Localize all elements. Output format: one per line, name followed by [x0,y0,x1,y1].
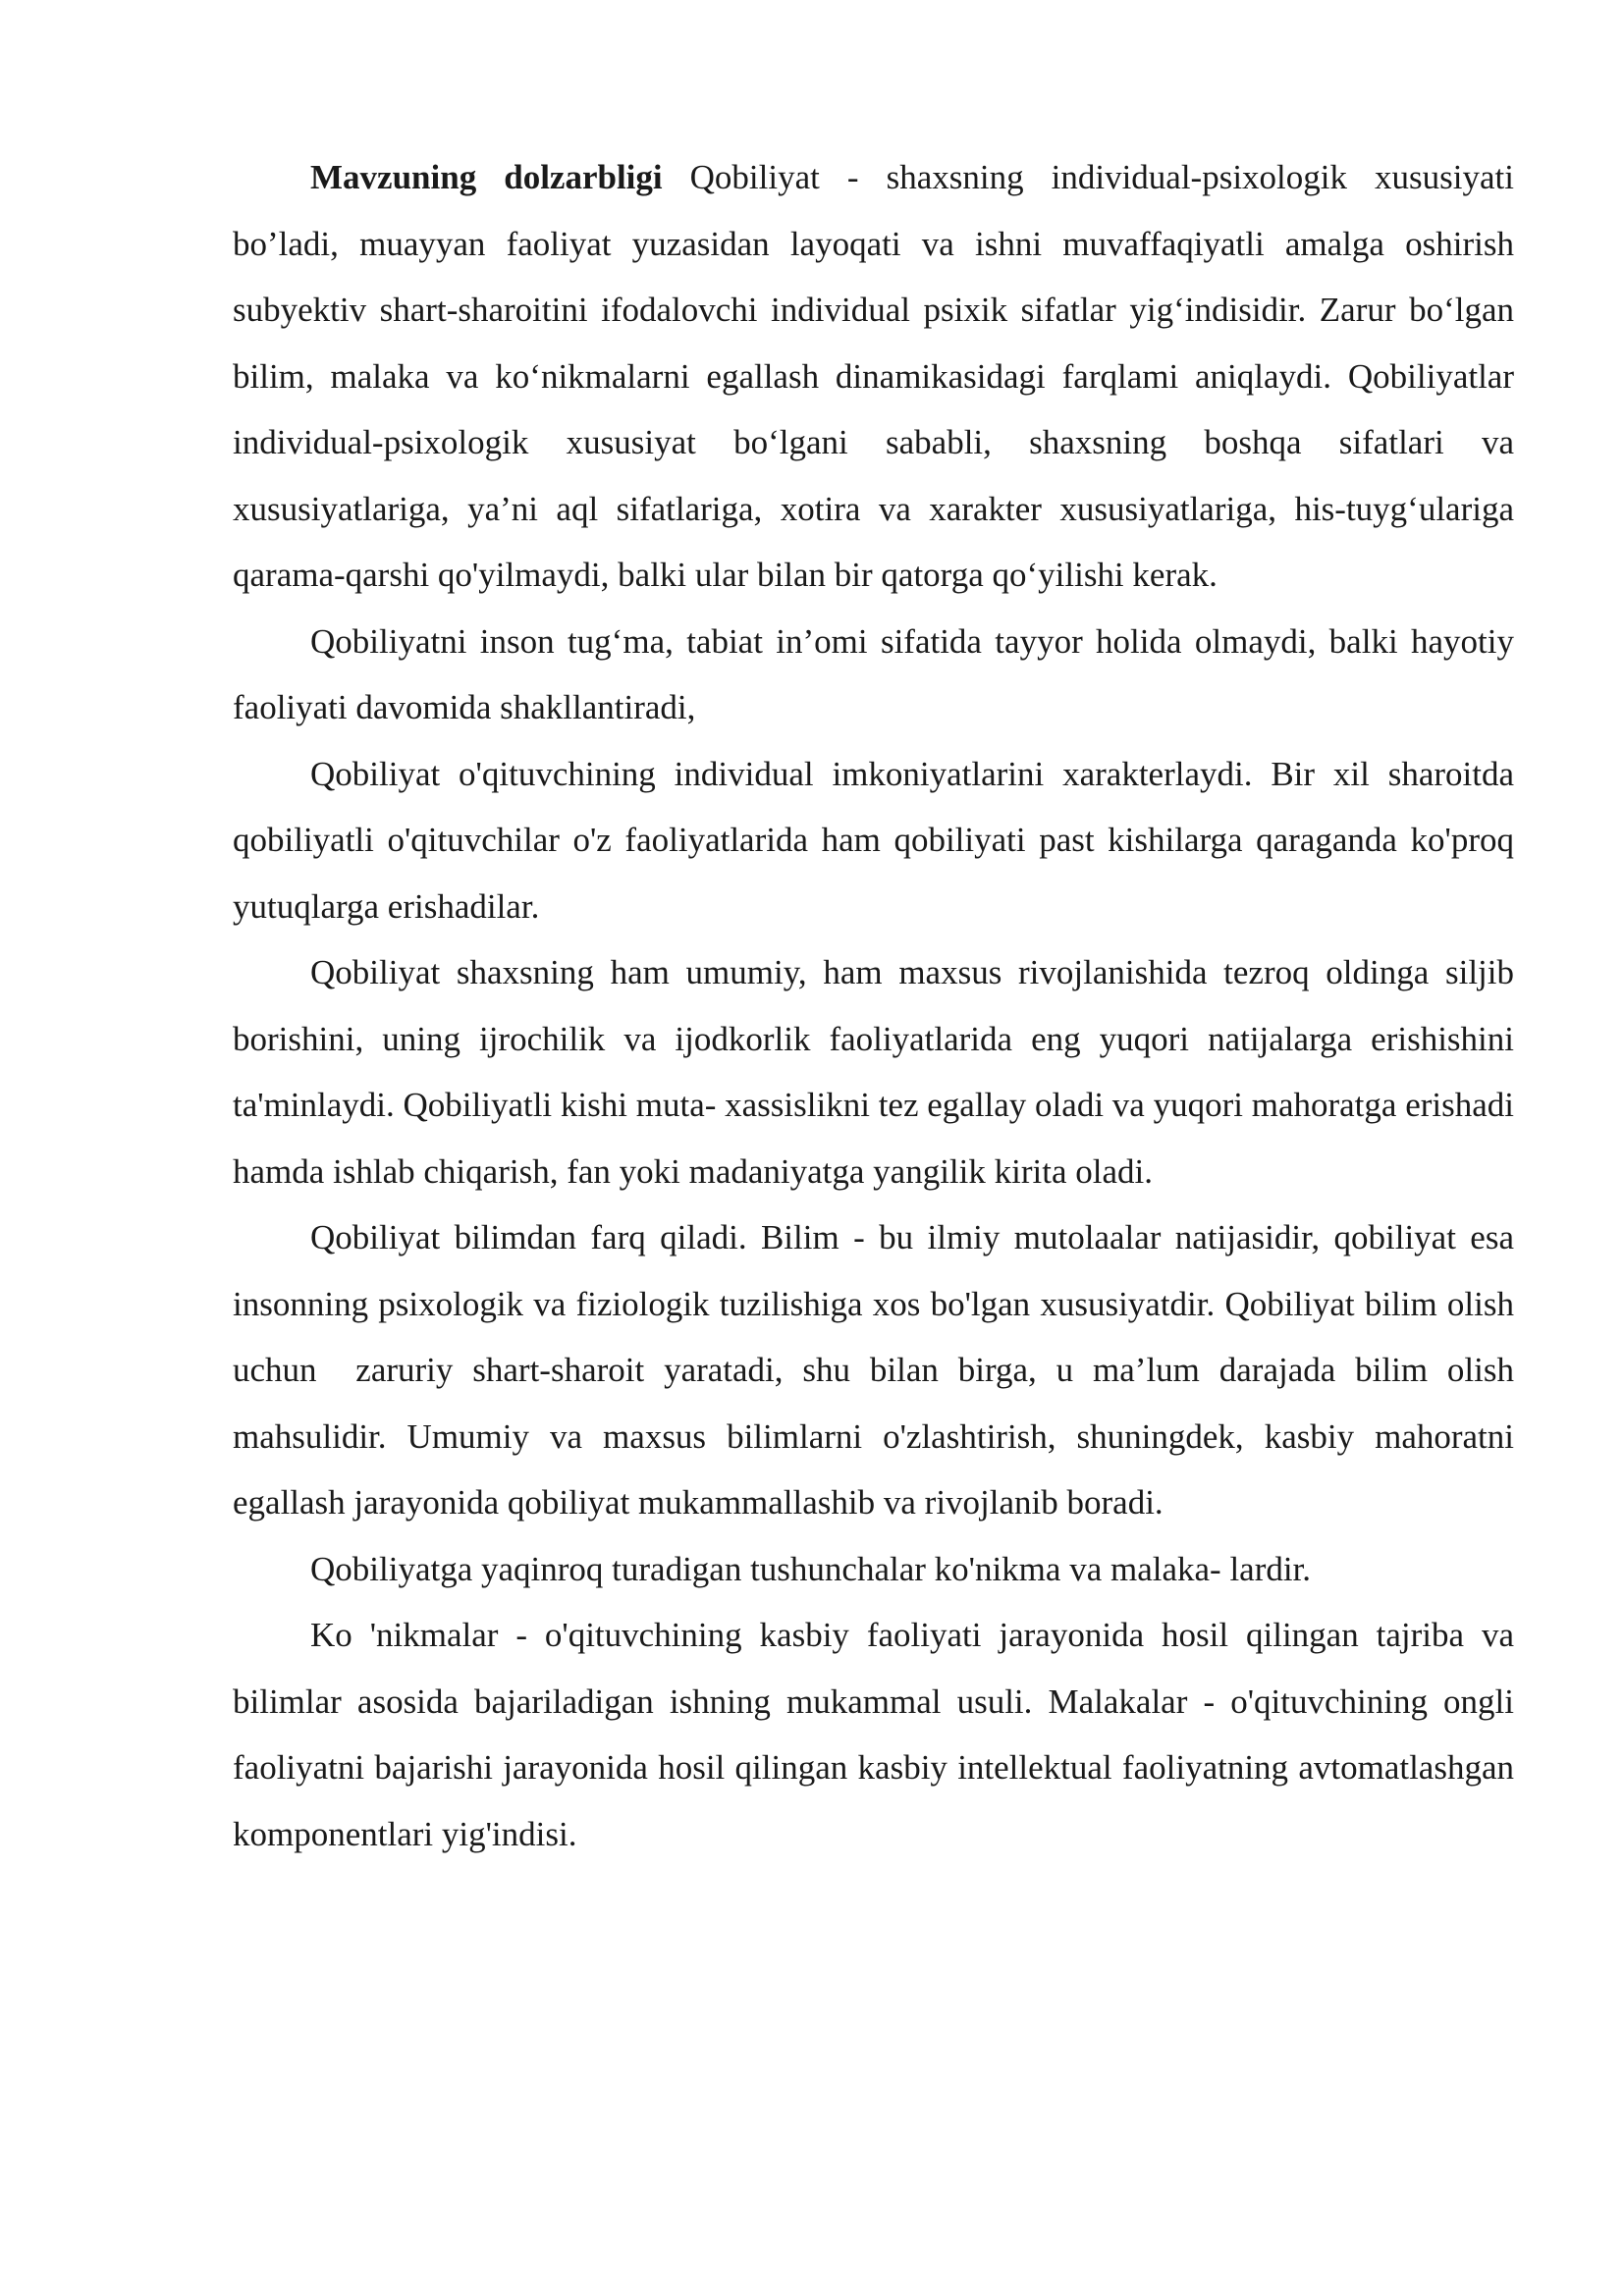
document-body [233,144,1523,1867]
section-heading: Mavzuning dolzarbligi [310,158,663,196]
paragraph-3: Qobiliyat o'qituvchining individual imkoniyatlarini xarakterlaydi. Bir xil sharoitda qobiliyatli o'qituvchilar o'z faoliyatlarida ham qobiliyati past kishilarga qaraganda ko'proq yutuqlarga erishadilar. [233,754,1523,926]
paragraph-4: Qobiliyat shaxsning ham umumiy, ham maxsus rivojlanishida tezroq oldinga siljib borishini, uning ijrochilik va ijodkorlik faoliyatlarida eng yuqori natijalarga erishishini ta'minlaydi. Qobiliyatli kishi muta- xassislikni tez egallay oladi va yuqori mahoratga erishadi hamda ishlab chiqarish, fan yoki madaniyatga yangilik kirita oladi. [233,953,1523,1191]
paragraph-5: Qobiliyat bilimdan farq qiladi. Bilim - bu ilmiy mutolaalar natijasidir, qobiliyat esa insonning psixologik va fiziologik tuzilishiga xos bo'lgan xususiyatdir. Qobiliyat bilim olish uchun zaruriy shart-sharoit yaratadi, shu bilan birga, u ma’lum darajada bilim olish mahsulidir. Umumiy va maxsus bilimlarni o'zlashtirish, shuningdek, kasbiy mahoratni egallash jarayonida qobiliyat mukammallashib va rivojlanib boradi. [233,1218,1523,1522]
paragraph-6: Qobiliyatga yaqinroq turadigan tushunchalar ko'nikma va malaka- lardir. [310,1549,1312,1588]
paragraph-2: Qobiliyatni inson tug‘ma, tabiat in’omi sifatida tayyor holida olmaydi, balki hayotiy faoliyati davomida shakllantiradi, [233,621,1523,726]
paragraph-7: Ko 'nikmalar - o'qituvchining kasbiy faoliyati jarayonida hosil qilingan tajriba va bilimlar asosida bajariladigan ishning mukammal usuli. Malakalar - o'qituvchining ongli faoliyatni bajarishi jarayonida hosil qilingan kasbiy intellektual faoliyatning avtomatlashgan komponentlari yig'indisi. [233,1616,1523,1853]
paragraph-1-text: Qobiliyat - shaxsning individual-psixologik xususiyati bo’ladi, muayyan faoliyat yuzasidan layoqati va ishni muvaffaqiyatli amalga oshirish subyektiv shart-sharoitini ifodalovchi individual psixik sifatlar yig‘indisidir. Zarur bo‘lgan bilim, malaka va ko‘nikmalarni egallash dinamikasidagi farqlami aniqlaydi. Qobiliyatlar individual-psixologik xususiyat bo‘lgani sababli, shaxsning boshqa sifatlari va xususiyatlariga, ya’ni aql sifatlariga, xotira va xarakter xususiyatlariga, his-tuyg‘ulariga qarama-qarshi qo'yilmaydi, balki ular bilan bir qatorga qo‘yilishi kerak. [233,158,1523,594]
paragraph-1 [233,144,1523,609]
